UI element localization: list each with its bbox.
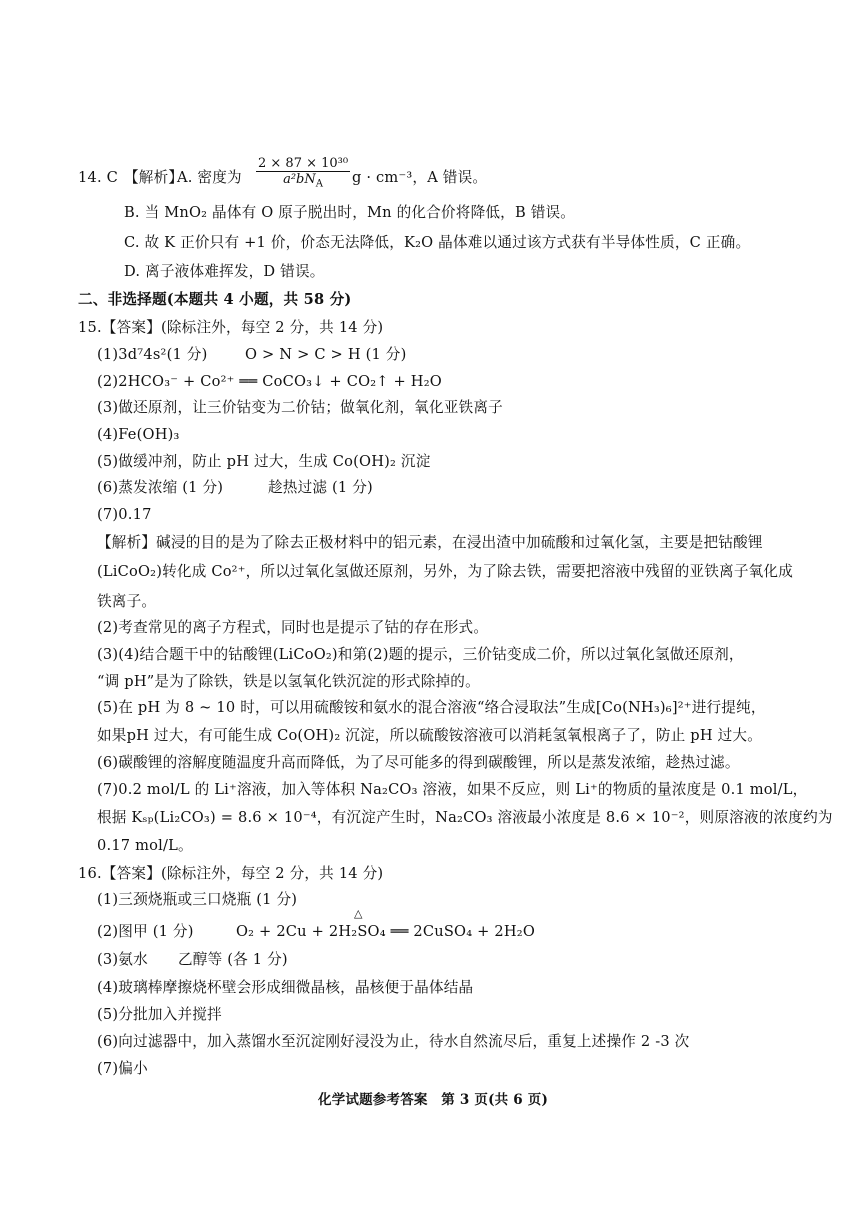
q15-a3: (3)做还原剂，让三价钴变为二价钴；做氧化剂，氧化亚铁离子 [97, 399, 503, 416]
q14-analysis-tag: 【解析】 [124, 169, 184, 186]
q16-a3b: 乙醇等 (各 1 分) [178, 951, 288, 968]
q14-d: D. 离子液体难挥发，D 错误。 [124, 263, 325, 280]
q15-a4: (4)Fe(OH)₃ [97, 426, 180, 443]
q16-a3a: (3)氨水 [97, 951, 148, 968]
q16-a2a: (2)图甲 (1 分) [97, 923, 194, 940]
q14-label: 14. C [78, 169, 119, 186]
heating-condition-symbol: △ [354, 907, 363, 920]
q15-analysis-12: 0.17 mol/L。 [97, 837, 193, 854]
density-numerator: 2 × 87 × 10³⁰ [258, 156, 349, 171]
q14-c: C. 故 K 正价只有 +1 价，价态无法降低，K₂O 晶体难以通过该方式获有半导体性质，C 正确。 [124, 234, 751, 251]
q14-a-prefix: A. 密度为 [177, 169, 242, 186]
q15-analysis-4: (2)考查常见的离子方程式，同时也是提示了钴的存在形式。 [97, 619, 489, 636]
q14-b: B. 当 MnO₂ 晶体有 O 原子脱出时，Mn 的化合价将降低，B 错误。 [124, 204, 576, 221]
q15-a5: (5)做缓冲剂，防止 pH 过大，生成 Co(OH)₂ 沉淀 [97, 453, 431, 470]
q15-a6b: 趁热过滤 (1 分) [268, 479, 373, 496]
q15-analysis-9: (6)碳酸锂的溶解度随温度升高而降低，为了尽可能多的得到碳酸锂，所以是蒸发浓缩，趁热过滤。 [97, 754, 740, 771]
q15-a2: (2)2HCO₃⁻ + Co²⁺ ══ CoCO₃↓ + CO₂↑ + H₂O [97, 373, 442, 390]
q16-a4: (4)玻璃棒摩擦烧杯壁会形成细微晶核，晶核便于晶体结晶 [97, 979, 474, 996]
page-footer: 化学试题参考答案 第 3 页(共 6 页) [318, 1092, 549, 1108]
density-denominator [256, 172, 350, 190]
q15-analysis-10: (7)0.2 mol/L 的 Li⁺溶液，加入等体积 Na₂CO₃ 溶液，如果不反应，则 Li⁺的物质的量浓度是 0.1 mol/L， [97, 781, 808, 798]
q16-header: 16.【答案】(除标注外，每空 2 分，共 14 分) [78, 865, 384, 882]
q16-a2b: O₂ + 2Cu + 2H₂SO₄ ══ 2CuSO₄ + 2H₂O [236, 923, 535, 940]
q16-a7: (7)偏小 [97, 1060, 148, 1077]
q15-analysis-8: 如果pH 过大，有可能生成 Co(OH)₂ 沉淀，所以硫酸铵溶液可以消耗氢氧根离子了，防止 pH 过大。 [97, 727, 762, 744]
q15-a7: (7)0.17 [97, 506, 152, 523]
density-fraction [256, 156, 350, 190]
q15-a1b: O > N > C > H (1 分) [245, 346, 407, 363]
q14-a-suffix: g · cm⁻³，A 错误。 [352, 169, 488, 186]
q15-a6a: (6)蒸发浓缩 (1 分) [97, 479, 224, 496]
q15-a1a: (1)3d⁷4s²(1 分) [97, 346, 208, 363]
section2-title: 二、非选择题(本题共 4 小题，共 58 分) [78, 291, 352, 308]
q15-analysis-2: (LiCoO₂)转化成 Co²⁺，所以过氧化氢做还原剂，另外，为了除去铁，需要把溶液中残留的亚铁离子氧化成 [97, 563, 794, 580]
q16-a1: (1)三颈烧瓶或三口烧瓶 (1 分) [97, 891, 298, 908]
q15-analysis-1: 【解析】碱浸的目的是为了除去正极材料中的铝元素，在浸出渣中加硫酸和过氧化氢，主要是把钴酸锂 [97, 534, 763, 551]
q15-analysis-5: (3)(4)结合题干中的钴酸锂(LiCoO₂)和第(2)题的提示，三价钴变成二价，所以过氧化氢做还原剂， [97, 646, 744, 663]
density-denominator-main: a²bN [283, 172, 316, 187]
q15-analysis-6: “调 pH”是为了除铁，铁是以氢氧化铁沉淀的形式除掉的。 [97, 673, 480, 690]
q15-analysis-11: 根据 Kₛₚ(Li₂CO₃) = 8.6 × 10⁻⁴，有沉淀产生时，Na₂CO₃ 溶液最小浓度是 8.6 × 10⁻²，则原溶液的浓度约为 [97, 809, 833, 826]
density-denominator-sub: A [315, 178, 323, 190]
q15-analysis-7: (5)在 pH 为 8 ~ 10 时，可以用硫酸铵和氨水的混合溶液“络合浸取法”生成[Co(NH₃)₆]²⁺进行提纯， [97, 699, 766, 716]
q16-a6: (6)向过滤器中，加入蒸馏水至沉淀刚好浸没为止，待水自然流尽后，重复上述操作 2 -3 次 [97, 1033, 690, 1050]
q16-a5: (5)分批加入并搅拌 [97, 1006, 222, 1023]
q15-header: 15.【答案】(除标注外，每空 2 分，共 14 分) [78, 319, 384, 336]
q15-analysis-3: 铁离子。 [97, 593, 157, 610]
